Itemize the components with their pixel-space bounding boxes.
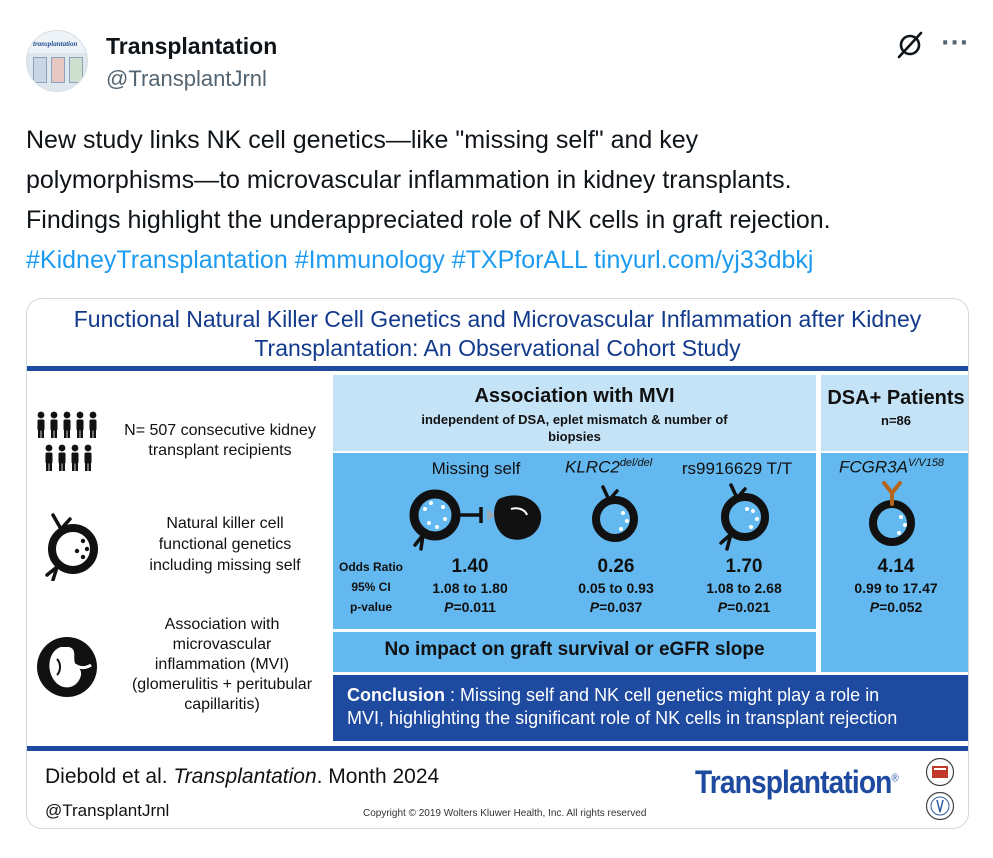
p-value	[551, 598, 681, 617]
genetics-line: including missing self	[149, 557, 301, 574]
citation	[45, 765, 439, 789]
mvi-subheading-line: independent of DSA, eplet mismatch & number of	[421, 412, 728, 427]
hashtag-link[interactable]: #KidneyTransplantation	[26, 246, 288, 274]
p-value	[405, 598, 535, 617]
citation-journal: Transplantation	[173, 765, 317, 788]
ci-value: 0.99 to 17.47	[854, 580, 938, 596]
fcgr3a-gene: FCGR3A	[839, 457, 908, 477]
fcgr3a-stats	[821, 555, 969, 617]
avatar-cover	[51, 57, 65, 83]
stat-label: 95% CI	[351, 580, 391, 594]
people-icon	[35, 411, 105, 473]
mvi-line: microvascular	[172, 636, 272, 653]
author-avatar[interactable]	[26, 30, 88, 92]
col-label-missing-self: Missing self	[431, 459, 521, 478]
conclusion-line: MVI, highlighting the significant role of NK cells in transplant rejection	[347, 708, 898, 728]
conclusion-line-text: : Missing self and NK cell genetics might play a role in	[445, 685, 880, 705]
col-label-rs9916629: rs9916629 T/T	[681, 459, 793, 478]
genetics-line: functional genetics	[158, 536, 292, 553]
odds-ratio-value: 0.26	[597, 556, 635, 577]
tweet-text-line: polymorphisms—to microvascular inflammation in kidney transplants.	[26, 166, 792, 194]
mvi-line: Association with	[164, 616, 280, 633]
p-symbol: P	[869, 599, 880, 615]
col-label-klrc2	[565, 457, 652, 478]
mvi-line: (glomerulitis + peritubular	[131, 676, 313, 693]
stat-label: p-value	[349, 600, 392, 614]
avatar-cover	[69, 57, 83, 83]
p-symbol: P	[444, 599, 454, 615]
mvi-line: capillaritis)	[184, 696, 260, 713]
hashtag-link[interactable]: #Immunology	[294, 246, 445, 274]
author-handle[interactable]: @TransplantJrnl	[106, 66, 267, 91]
genetics-line: Natural killer cell	[166, 515, 284, 532]
conclusion-label: Conclusion	[347, 685, 445, 705]
journal-logo	[695, 764, 898, 801]
odds-ratio-value: 1.40	[451, 556, 489, 577]
tweet-text-line: New study links NK cell genetics—like "missing self" and key	[26, 126, 699, 154]
conclusion-text	[347, 684, 897, 730]
infographic-title-line: Transplantation: An Observational Cohort Study	[254, 335, 741, 361]
avatar-title: transplantation	[33, 40, 78, 48]
fcgr3a-label	[839, 457, 944, 478]
odds-ratio-value: 1.70	[725, 556, 763, 577]
p-symbol: P	[717, 599, 728, 615]
mvi-heading: Association with MVI	[474, 385, 675, 407]
tweet-text-line: Findings highlight the underappreciated role of NK cells in graft rejection.	[26, 206, 831, 234]
mvi-subheading	[333, 411, 816, 445]
p-number: =0.021	[727, 599, 771, 615]
dsa-n: n=86	[881, 413, 911, 428]
more-options-icon[interactable]: ···	[941, 31, 970, 56]
bottom-divider	[27, 746, 968, 751]
genetics-description	[115, 513, 335, 576]
society-seal-icon	[925, 791, 955, 821]
cohort-line: transplant recipients	[148, 442, 292, 459]
nk-cell-icon	[583, 479, 647, 555]
missing-self-stats	[405, 555, 535, 617]
dsa-heading: DSA+ Patients	[827, 387, 965, 409]
journal-logo-text: Transplantation	[695, 764, 892, 800]
tweet-url-link[interactable]: tinyurl.com/yj33dbkj	[593, 246, 814, 274]
rs9916629-stats	[679, 555, 809, 617]
fcgr3a-superscript: V/V158	[907, 457, 945, 469]
cohort-description	[105, 421, 335, 461]
klrc2-gene: KLRC2	[565, 457, 620, 477]
nk-cell-icon	[403, 479, 549, 555]
society-seal-icon	[925, 757, 955, 787]
nk-cell-icon	[39, 509, 109, 581]
klrc2-superscript: del/del	[619, 457, 653, 469]
ci-value: 0.05 to 0.93	[578, 580, 654, 596]
hashtag-link[interactable]: #TXPforALL	[451, 246, 587, 274]
stat-labels	[333, 557, 409, 617]
registered-mark: ®	[891, 772, 898, 785]
copyright-notice: Copyright © 2019 Wolters Kluwer Health, Inc. All rights reserved	[363, 808, 647, 819]
p-value	[821, 598, 969, 617]
ci-value: 1.08 to 2.68	[706, 580, 782, 596]
tweet-text	[26, 120, 976, 280]
p-number: =0.052	[879, 599, 923, 615]
cohort-line: N= 507 consecutive kidney	[124, 422, 316, 439]
top-divider	[27, 366, 968, 371]
mvi-subheading-line: biopsies	[548, 429, 601, 444]
nk-cell-icon	[707, 479, 783, 555]
tweet-tags-line	[26, 240, 976, 280]
mvi-line: inflammation (MVI)	[154, 656, 290, 673]
footer-handle: @TransplantJrnl	[45, 801, 170, 820]
citation-date: . Month 2024	[316, 765, 440, 788]
conclusion-line	[347, 684, 897, 707]
kidney-icon	[35, 635, 99, 699]
p-number: =0.037	[599, 599, 643, 615]
author-name[interactable]: Transplantation	[106, 33, 278, 59]
citation-authors: Diebold et al.	[45, 765, 174, 788]
infographic-title-line: Functional Natural Killer Cell Genetics and Microvascular Inflammation after Kidney	[73, 306, 922, 332]
ci-value: 1.08 to 1.80	[432, 580, 508, 596]
p-number: =0.011	[453, 599, 496, 615]
p-value	[679, 598, 809, 617]
nk-cell-icon	[857, 479, 927, 555]
odds-ratio-value: 4.14	[877, 556, 915, 577]
p-symbol: P	[589, 599, 600, 615]
mvi-description	[105, 615, 339, 715]
infographic-title	[27, 305, 968, 363]
grok-icon[interactable]	[896, 31, 924, 59]
avatar-cover	[33, 57, 47, 83]
infographic-image[interactable]	[26, 298, 969, 829]
stat-label: Odds Ratio	[338, 560, 403, 574]
klrc2-stats	[551, 555, 681, 617]
no-impact-text: No impact on graft survival or eGFR slope	[384, 639, 765, 660]
